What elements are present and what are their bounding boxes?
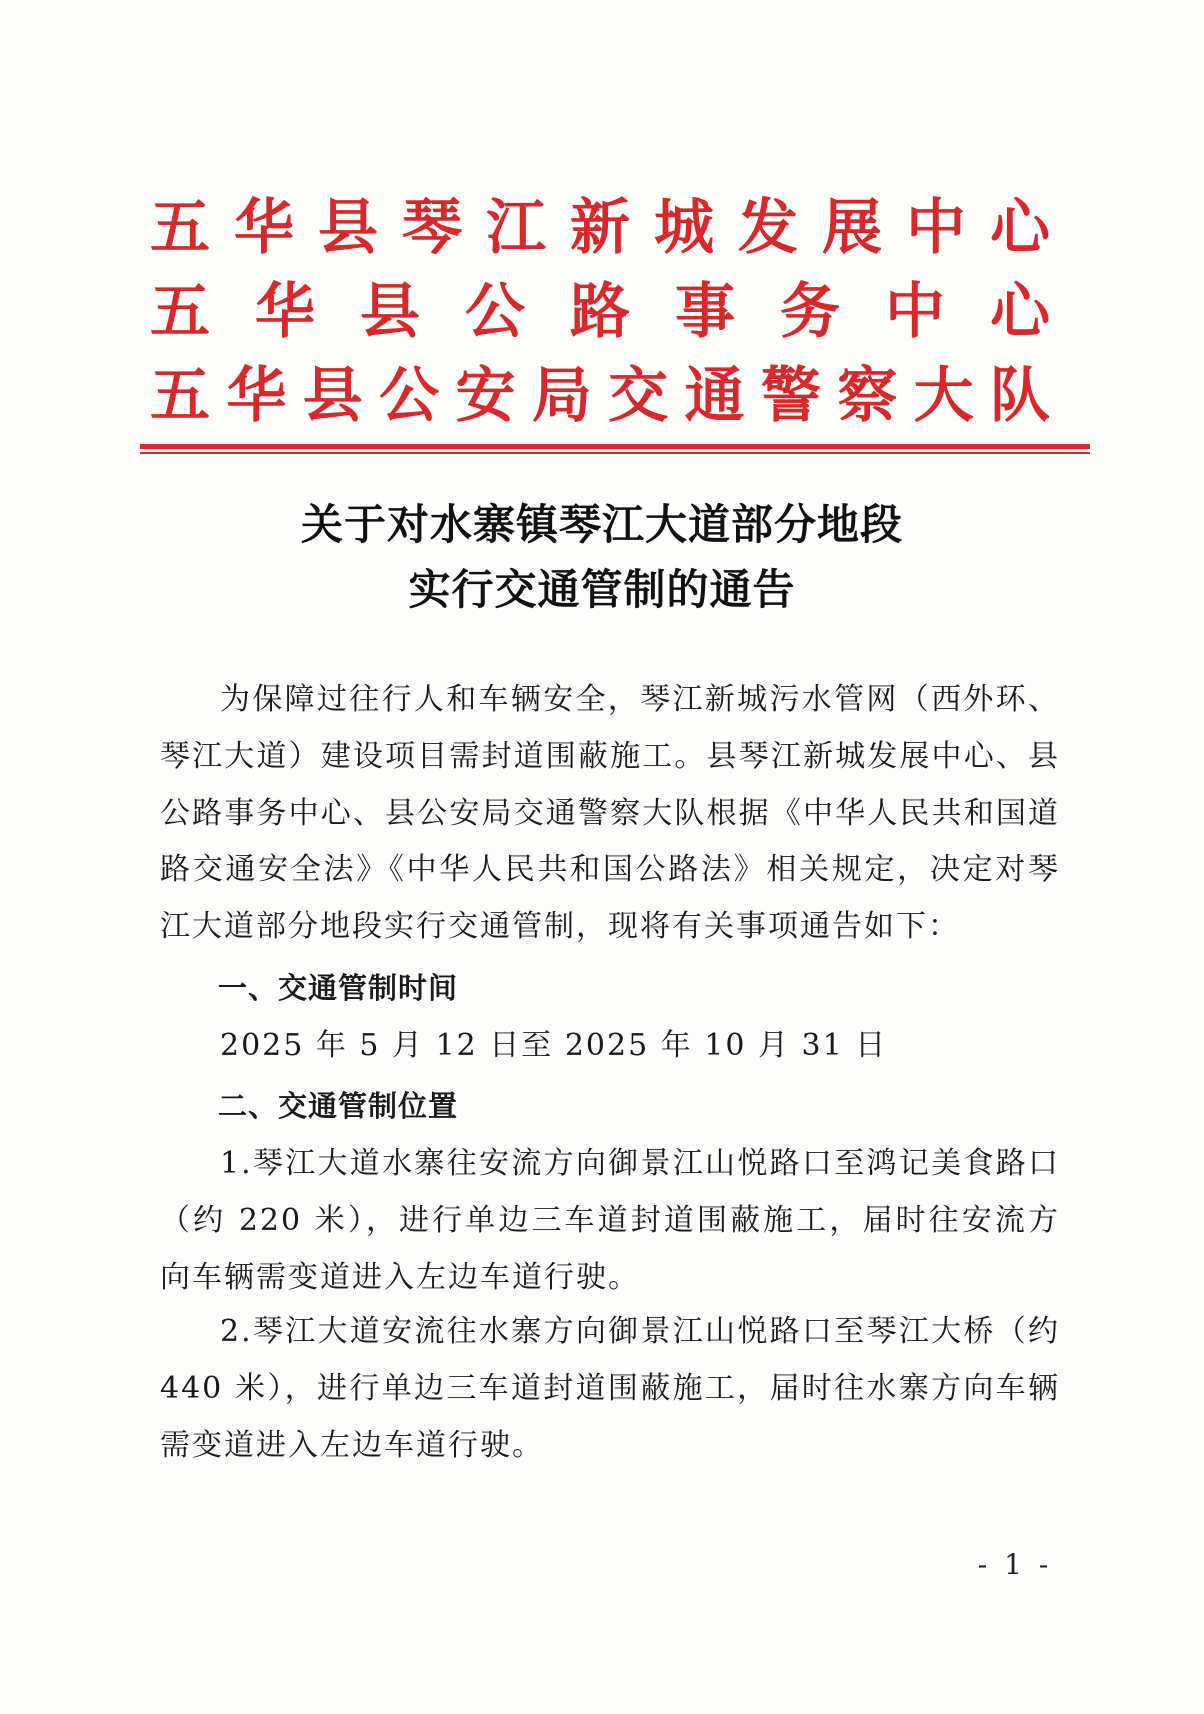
document-title-line-1: 关于对水寨镇琴江大道部分地段	[300, 500, 903, 549]
issuer-line-1: 五华县琴江新城发展中心	[150, 193, 1050, 263]
location-item-2-text: 2.琴江大道安流往水寨方向御景江山悦路口至琴江大桥（约 440 米），进行单边三车道封道围蔽施工，届时往水寨方向车辆需变道进入左边车道行驶。	[160, 1314, 1060, 1463]
section-1-heading: 一、交通管制时间	[218, 971, 459, 1005]
issuer-line-2: 五华县公路事务中心	[150, 277, 1050, 347]
document-title-line-2: 实行交通管制的通告	[408, 565, 796, 614]
red-separator-thin	[140, 452, 1090, 454]
page-number: - 1 -	[977, 1548, 1053, 1581]
location-item-1-text: 1.琴江大道水寨往安流方向御景江山悦路口至鸿记美食路口（约 220 米），进行单边三车道封道围蔽施工，届时往安流方向车辆需变道进入左边车道行驶。	[160, 1146, 1060, 1295]
location-item-1	[160, 1136, 1060, 1306]
issuer-line-3: 五华县公安局交通警察大队	[150, 361, 1050, 431]
section-2	[160, 1078, 1060, 1135]
intro-text: 为保障过往行人和车辆安全，琴江新城污水管网（西外环、琴江大道）建设项目需封道围蔽施工。县琴江新城发展中心、县公路事务中心、县公安局交通警察大队根据《中华人民共和国道路交通安全法》《中华人民共和国公路法》相关规定，决定对琴江大道部分地段实行交通管制，现将有关事项通告如下：	[160, 682, 1060, 945]
location-item-2	[160, 1304, 1060, 1474]
section-1-body	[160, 1018, 1060, 1075]
intro-paragraph	[160, 672, 1060, 956]
section-1	[160, 960, 1060, 1017]
control-period: 2025 年 5 月 12 日至 2025 年 10 月 31 日	[220, 1028, 888, 1063]
red-separator-thick	[140, 444, 1090, 449]
section-2-heading: 二、交通管制位置	[218, 1089, 459, 1123]
